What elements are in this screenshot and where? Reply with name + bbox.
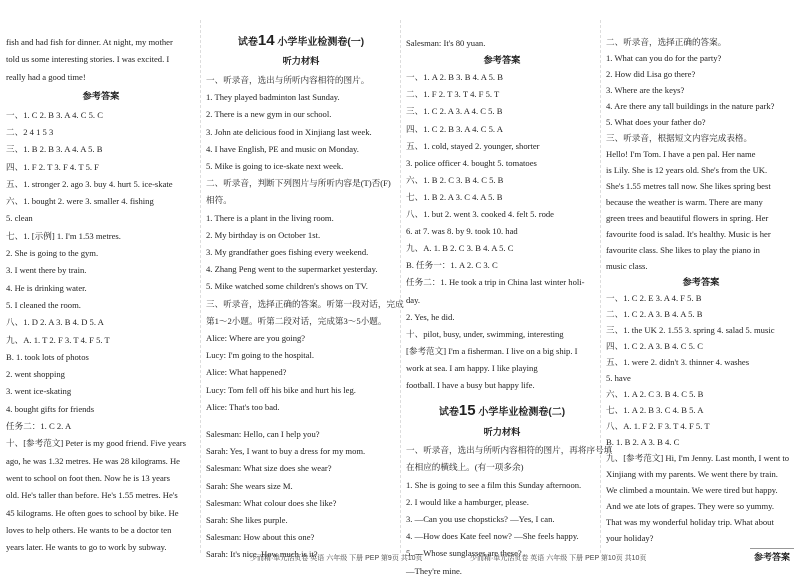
text-line: 4. Are there any tall buildings in the nature park? (606, 101, 775, 111)
text-line: 七、1. B 2. A 3. C 4. A 5. B (406, 191, 503, 202)
text-line: 3. went ice-skating (6, 386, 72, 397)
section-heading: 参考答案 (682, 277, 720, 287)
column-divider (400, 20, 401, 553)
text-line: 2. went shopping (6, 369, 65, 380)
test-title-text: 小学毕业检测卷(一) (274, 37, 365, 48)
text-line: Sarah: She wears size M. (206, 480, 293, 491)
text-line: 一、1. C 2. B 3. A 4. C 5. C (6, 109, 103, 120)
text-line: 三、1. C 2. A 3. A 4. C 5. B (406, 106, 503, 117)
text-line: told us some interesting stories. I was excited. I (6, 54, 170, 65)
text-line: 2. Yes, he did. (406, 311, 455, 322)
text-line: 5. I cleaned the room. (6, 299, 81, 310)
text-line: 五、1. cold, stayed 2. younger, shorter (406, 140, 540, 151)
column-4 (606, 0, 796, 567)
text-line: 三、听录音，根据短文内容完成表格。 (606, 133, 753, 143)
text-line: 一、听录音，选出与所听内容相符的图片，再将序号填 (406, 445, 613, 456)
text-line: Salesman: What colour does she like? (206, 497, 337, 508)
text-line: 3. police officer 4. bought 5. tomatoes (406, 157, 537, 168)
text-line: [参考范文] I'm a fisherman. I live on a big ship. I (406, 345, 578, 356)
text-line: 二、2 4 1 5 3 (6, 126, 54, 137)
test-number: 15 (458, 402, 476, 420)
text-line: 2. How did Lisa go there? (606, 69, 696, 79)
section-heading: 参考答案 (82, 90, 120, 101)
text-line: fish and had fish for dinner. At night, my mother (6, 37, 173, 47)
text-line: day. (406, 294, 420, 305)
text-line: football. I have a busy but happy life. (406, 380, 535, 390)
text-line: B. 1. took lots of photos (6, 351, 89, 362)
text-line: 4. bought gifts for friends (6, 403, 95, 414)
text-line: 5. —Whose sunglasses are these? (406, 548, 522, 559)
section-heading: 听力材料 (483, 427, 521, 438)
text-line: ago, he was 1.32 metres. He was 28 kilograms. He (6, 455, 180, 466)
text-line: 2. There is a new gym in our school. (206, 109, 332, 120)
text-line: Alice: Where are you going? (206, 333, 306, 343)
text-line: 一、1. C 2. E 3. A 4. F 5. B (606, 293, 702, 303)
text-line: 二、1. F 2. T 3. T 4. F 5. T (406, 89, 500, 100)
text-line: 4. I have English, PE and music on Monday. (206, 143, 359, 154)
text-line: B. 任务一：1. A 2. C 3. C (406, 260, 498, 271)
text-line: 5. What does your father do? (606, 117, 706, 127)
text-line: 八、A. 1. F 2. F 3. T 4. F 5. T (606, 421, 710, 431)
text-line: 3. John ate delicious food in Xinjiang last week. (206, 126, 372, 137)
text-line: 二、听录音，判断下列图片与所听内容是(T)否(F) (206, 178, 391, 189)
text-line: 七、1. A 2. B 3. C 4. B 5. A (606, 405, 704, 415)
text-line: 六、1. A 2. C 3. B 4. C 5. B (606, 389, 704, 399)
text-line: 三、1. B 2. B 3. A 4. A 5. B (6, 144, 103, 155)
text-line: 1. She is going to see a film this Sunday afternoon. (406, 479, 582, 490)
text-line: favourite class. She likes to play the piano in (606, 245, 760, 255)
text-line: 一、听录音，选出与所听内容相符的图片。 (206, 75, 370, 85)
text-line: 5. clean (6, 213, 33, 224)
text-line: 四、1. C 2. B 3. A 4. C 5. A (406, 123, 503, 134)
text-line: 1. There is a plant in the living room. (206, 212, 334, 223)
text-line: 九、A. 1. B 2. C 3. B 4. A 5. C (406, 243, 514, 254)
text-line: is Lily. She is 12 years old. She's from the UK. (606, 165, 768, 175)
text-line: Sarah: It's nice. How much is it? (206, 549, 318, 560)
test-title (206, 32, 396, 49)
text-line: 3. —Can you use chopsticks? —Yes, I can. (406, 513, 555, 524)
text-line: That was my wonderful holiday trip. What about (606, 517, 774, 527)
text-line: 五、1. stronger 2. ago 3. buy 4. hurt 5. ice-skate (6, 178, 173, 189)
text-line: 三、1. the UK 2. 1.55 3. spring 4. salad 5. music (606, 325, 775, 335)
text-line: 在相应的横线上。(有一项多余) (406, 462, 524, 473)
text-line: 一、1. A 2. B 3. B 4. A 5. B (406, 72, 503, 83)
text-line: 2. My birthday is on October 1st. (206, 229, 321, 240)
text-line: 九、A. 1. T 2. F 3. T 4. F 5. T (6, 334, 110, 345)
text-line: Lucy: I'm going to the hospital. (206, 350, 315, 361)
text-line: Sarah: Yes, I want to buy a dress for my mom. (206, 446, 366, 457)
text-line: your holiday? (606, 533, 654, 543)
text-line: 1. They played badminton last Sunday. (206, 92, 340, 103)
text-line: old. He's taller than before. He's 1.55 metres. He's (6, 490, 178, 501)
answer-key-badge: 参考答案 (750, 548, 794, 564)
test-title-text: 小学毕业检测卷(二) (475, 407, 566, 419)
text-line: 六、1. bought 2. were 3. smaller 4. fishing (6, 196, 154, 207)
text-line: We climbed a mountain. We were tired but happy. (606, 485, 778, 495)
text-line: 4. He is drinking water. (6, 282, 87, 293)
column-divider (200, 20, 201, 553)
text-line: green trees and beautiful flowers in spring. Her (606, 213, 769, 223)
text-line: 6. at 7. was 8. by 9. took 10. had (406, 226, 518, 237)
text-line: And we ate lots of grapes. They were so yummy. (606, 501, 775, 511)
text-line: 四、1. C 2. A 3. B 4. C 5. C (606, 341, 703, 351)
test-title-prefix: 试卷 (237, 37, 258, 48)
column-1 (6, 0, 196, 567)
text-line: 3. My grandfather goes fishing every weekend. (206, 247, 369, 257)
text-line: 九、[参考范文] Hi, I'm Jenny. Last month, I went to (606, 453, 790, 463)
text-line: 5. Mike is going to ice-skate next week. (206, 161, 344, 171)
test-title (406, 402, 598, 420)
text-line: 4. —How does Kate feel now? —She feels happy. (406, 531, 579, 542)
text-line: really had a good time! (6, 71, 86, 82)
text-line: 三、听录音，选择正确的答案。听第一段对话，完成 (206, 298, 404, 309)
section-heading: 听力材料 (282, 56, 320, 66)
footer-left: 少而精·单元活页卷 英语 六年级 下册 PEP 第9页 共10页 (250, 555, 423, 562)
text-line: music class. (606, 261, 648, 271)
test-title-prefix: 试卷 (438, 407, 459, 419)
text-line: work at sea. I am happy. I like playing (406, 362, 538, 373)
column-divider (600, 20, 601, 553)
text-line: Salesman: What size does she wear? (206, 463, 332, 474)
text-line: 45 kilograms. He often goes to school by bike. He (6, 507, 179, 518)
text-line: She's 1.55 metres tall now. She likes spring best (606, 181, 771, 191)
text-line: 六、1. B 2. C 3. B 4. C 5. B (406, 174, 504, 185)
text-line: 二、1. C 2. A 3. B 4. A 5. B (606, 309, 703, 319)
text-line: favourite food is salad. It's healthy. Music is her (606, 229, 771, 239)
text-line: B. 1. B 2. A 3. B 4. C (606, 437, 680, 447)
text-line: 2. She is going to the gym. (6, 248, 99, 258)
text-line: 八、1. D 2. A 3. B 4. D 5. A (6, 317, 104, 328)
text-line: 3. I went there by train. (6, 265, 87, 276)
text-line: 1. What can you do for the party? (606, 53, 722, 63)
text-line: 任务二：1. C 2. A (6, 421, 72, 431)
text-line: Salesman: It's 80 yuan. (406, 38, 486, 48)
text-line: 四、1. F 2. T 3. F 4. T 5. F (6, 161, 99, 172)
text-line: 4. Zhang Peng went to the supermarket yesterday. (206, 264, 378, 275)
footer-right: 少而精·单元活页卷 英语 六年级 下册 PEP 第10页 共10页 (470, 555, 647, 562)
text-line: 5. have (606, 373, 631, 383)
text-line: Lucy: Tom fell off his bike and hurt his leg. (206, 384, 356, 395)
text-line: because the weather is warm. There are many (606, 197, 763, 207)
text-line: 七、1. [示例] 1. I'm 1.53 metres. (6, 230, 121, 241)
text-line: 十、[参考范文] Peter is my good friend. Five years (6, 438, 186, 449)
text-line: 十、pilot, busy, under, swimming, interesting (406, 328, 564, 339)
column-2 (206, 0, 404, 567)
text-line: Alice: What happened? (206, 367, 287, 378)
text-line: 五、1. were 2. didn't 3. thinner 4. washes (606, 357, 750, 367)
text-line: went to school on foot then. Now he is 13 years (6, 472, 170, 483)
text-line: 第1～2小题。听第二段对话，完成第3～5小题。 (206, 315, 387, 326)
text-line: 相符。 (206, 195, 232, 206)
text-line: Alice: That's too bad. (206, 401, 280, 412)
text-line: —They're mine. (406, 565, 462, 576)
text-line: years later. He wants to go to work by subway. (6, 542, 167, 553)
text-line: loves to help others. He wants to be a doctor ten (6, 524, 172, 535)
text-line: 二、听录音，选择正确的答案。 (606, 37, 727, 47)
text-line: 2. I would like a hamburger, please. (406, 496, 529, 507)
text-line: Hello! I'm Tom. I have a pen pal. Her name (606, 149, 756, 159)
text-line: Xinjiang with my parents. We went there by train. (606, 469, 778, 479)
text-line: Sarah: She likes purple. (206, 515, 288, 525)
text-line: 任务二：1. He took a trip in China last winter holi- (406, 277, 585, 288)
test-number: 14 (257, 32, 275, 49)
text-line: 3. Where are the keys? (606, 85, 685, 95)
column-3 (406, 0, 613, 576)
text-line: 5. Mike watched some children's shows on TV. (206, 281, 368, 292)
text-line: 八、1. but 2. went 3. cooked 4. felt 5. rode (406, 209, 554, 219)
section-heading: 参考答案 (483, 55, 521, 66)
text-line: Salesman: How about this one? (206, 532, 315, 543)
text-line: Salesman: Hello, can I help you? (206, 429, 320, 439)
